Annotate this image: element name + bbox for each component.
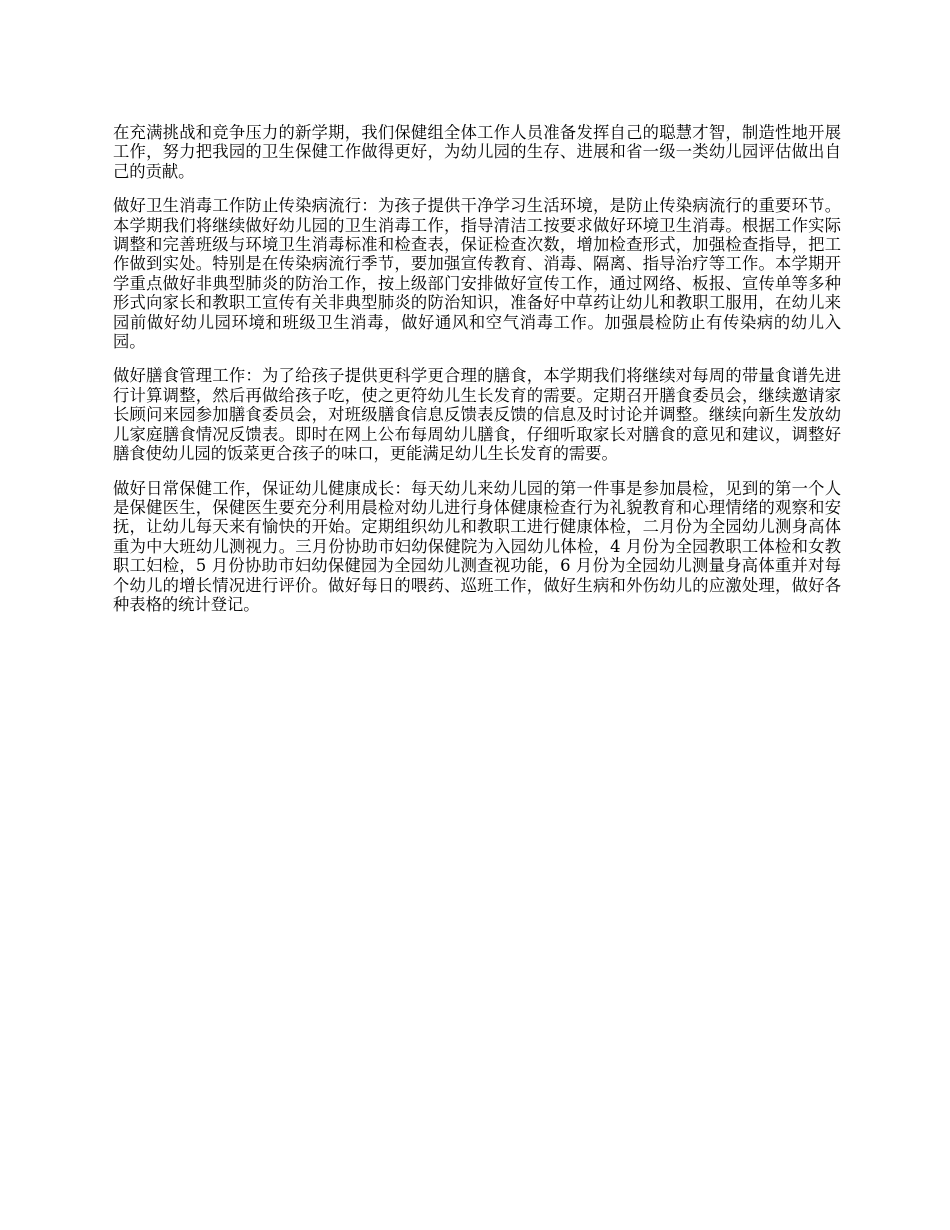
paragraph-disinfection: 做好卫生消毒工作防止传染病流行：为孩子提供干净学习生活环境，是防止传染病流行的重要环节。本学期我们将继续做好幼儿园的卫生消毒工作，指导清洁工按要求做好环境卫生消毒。根据工作实际调整和完善班级与环境卫生消毒标准和检查表，保证检查次数，增加检查形式，加强检查指导，把工作做到实处。特别是在传染病流行季节，要加强宣传教育、消毒、隔离、指导治疗等工作。本学期开学重点做好非典型肺炎的防治工作，按上级部门安排做好宣传工作，通过网络、板报、宣传单等多种形式向家长和教职工宣传有关非典型肺炎的防治知识，准备好中草药让幼儿和教职工服用，在幼儿来园前做好幼儿园环境和班级卫生消毒，做好通风和空气消毒工作。加强晨检防止有传染病的幼儿入园。: [113, 196, 841, 352]
paragraph-daily-healthcare: 做好日常保健工作，保证幼儿健康成长：每天幼儿来幼儿园的第一件事是参加晨检，见到的第一个人是保健医生，保健医生要充分利用晨检对幼儿进行身体健康检查行为礼貌教育和心理情绪的观察和安抚，让幼儿每天来有愉快的开始。定期组织幼儿和教职工进行健康体检，二月份为全园幼儿测身高体重为中大班幼儿测视力。三月份协助市妇幼保健院为入园幼儿体检，4 月份为全园教职工体检和女教职工妇检，5 月份协助市妇幼保健园为全园幼儿测查视功能，6 月份为全园幼儿测量身高体重并对每个幼儿的增长情况进行评价。做好每日的喂药、巡班工作，做好生病和外伤幼儿的应激处理，做好各种表格的统计登记。: [113, 478, 841, 614]
paragraph-intro: 在充满挑战和竞争压力的新学期，我们保健组全体工作人员准备发挥自己的聪慧才智，制造性地开展工作，努力把我园的卫生保健工作做得更好，为幼儿园的生存、进展和省一级一类幼儿园评估做出自己的贡献。: [113, 123, 841, 181]
paragraph-diet-management: 做好膳食管理工作：为了给孩子提供更科学更合理的膳食，本学期我们将继续对每周的带量食谱先进行计算调整，然后再做给孩子吃，使之更符幼儿生长发育的需要。定期召开膳食委员会，继续邀请家长顾问来园参加膳食委员会，对班级膳食信息反馈表反馈的信息及时讨论并调整。继续向新生发放幼儿家庭膳食情况反馈表。即时在网上公布每周幼儿膳食，仔细听取家长对膳食的意见和建议，调整好膳食使幼儿园的饭菜更合孩子的味口，更能满足幼儿生长发育的需要。: [113, 366, 841, 464]
document-body: [113, 123, 841, 629]
